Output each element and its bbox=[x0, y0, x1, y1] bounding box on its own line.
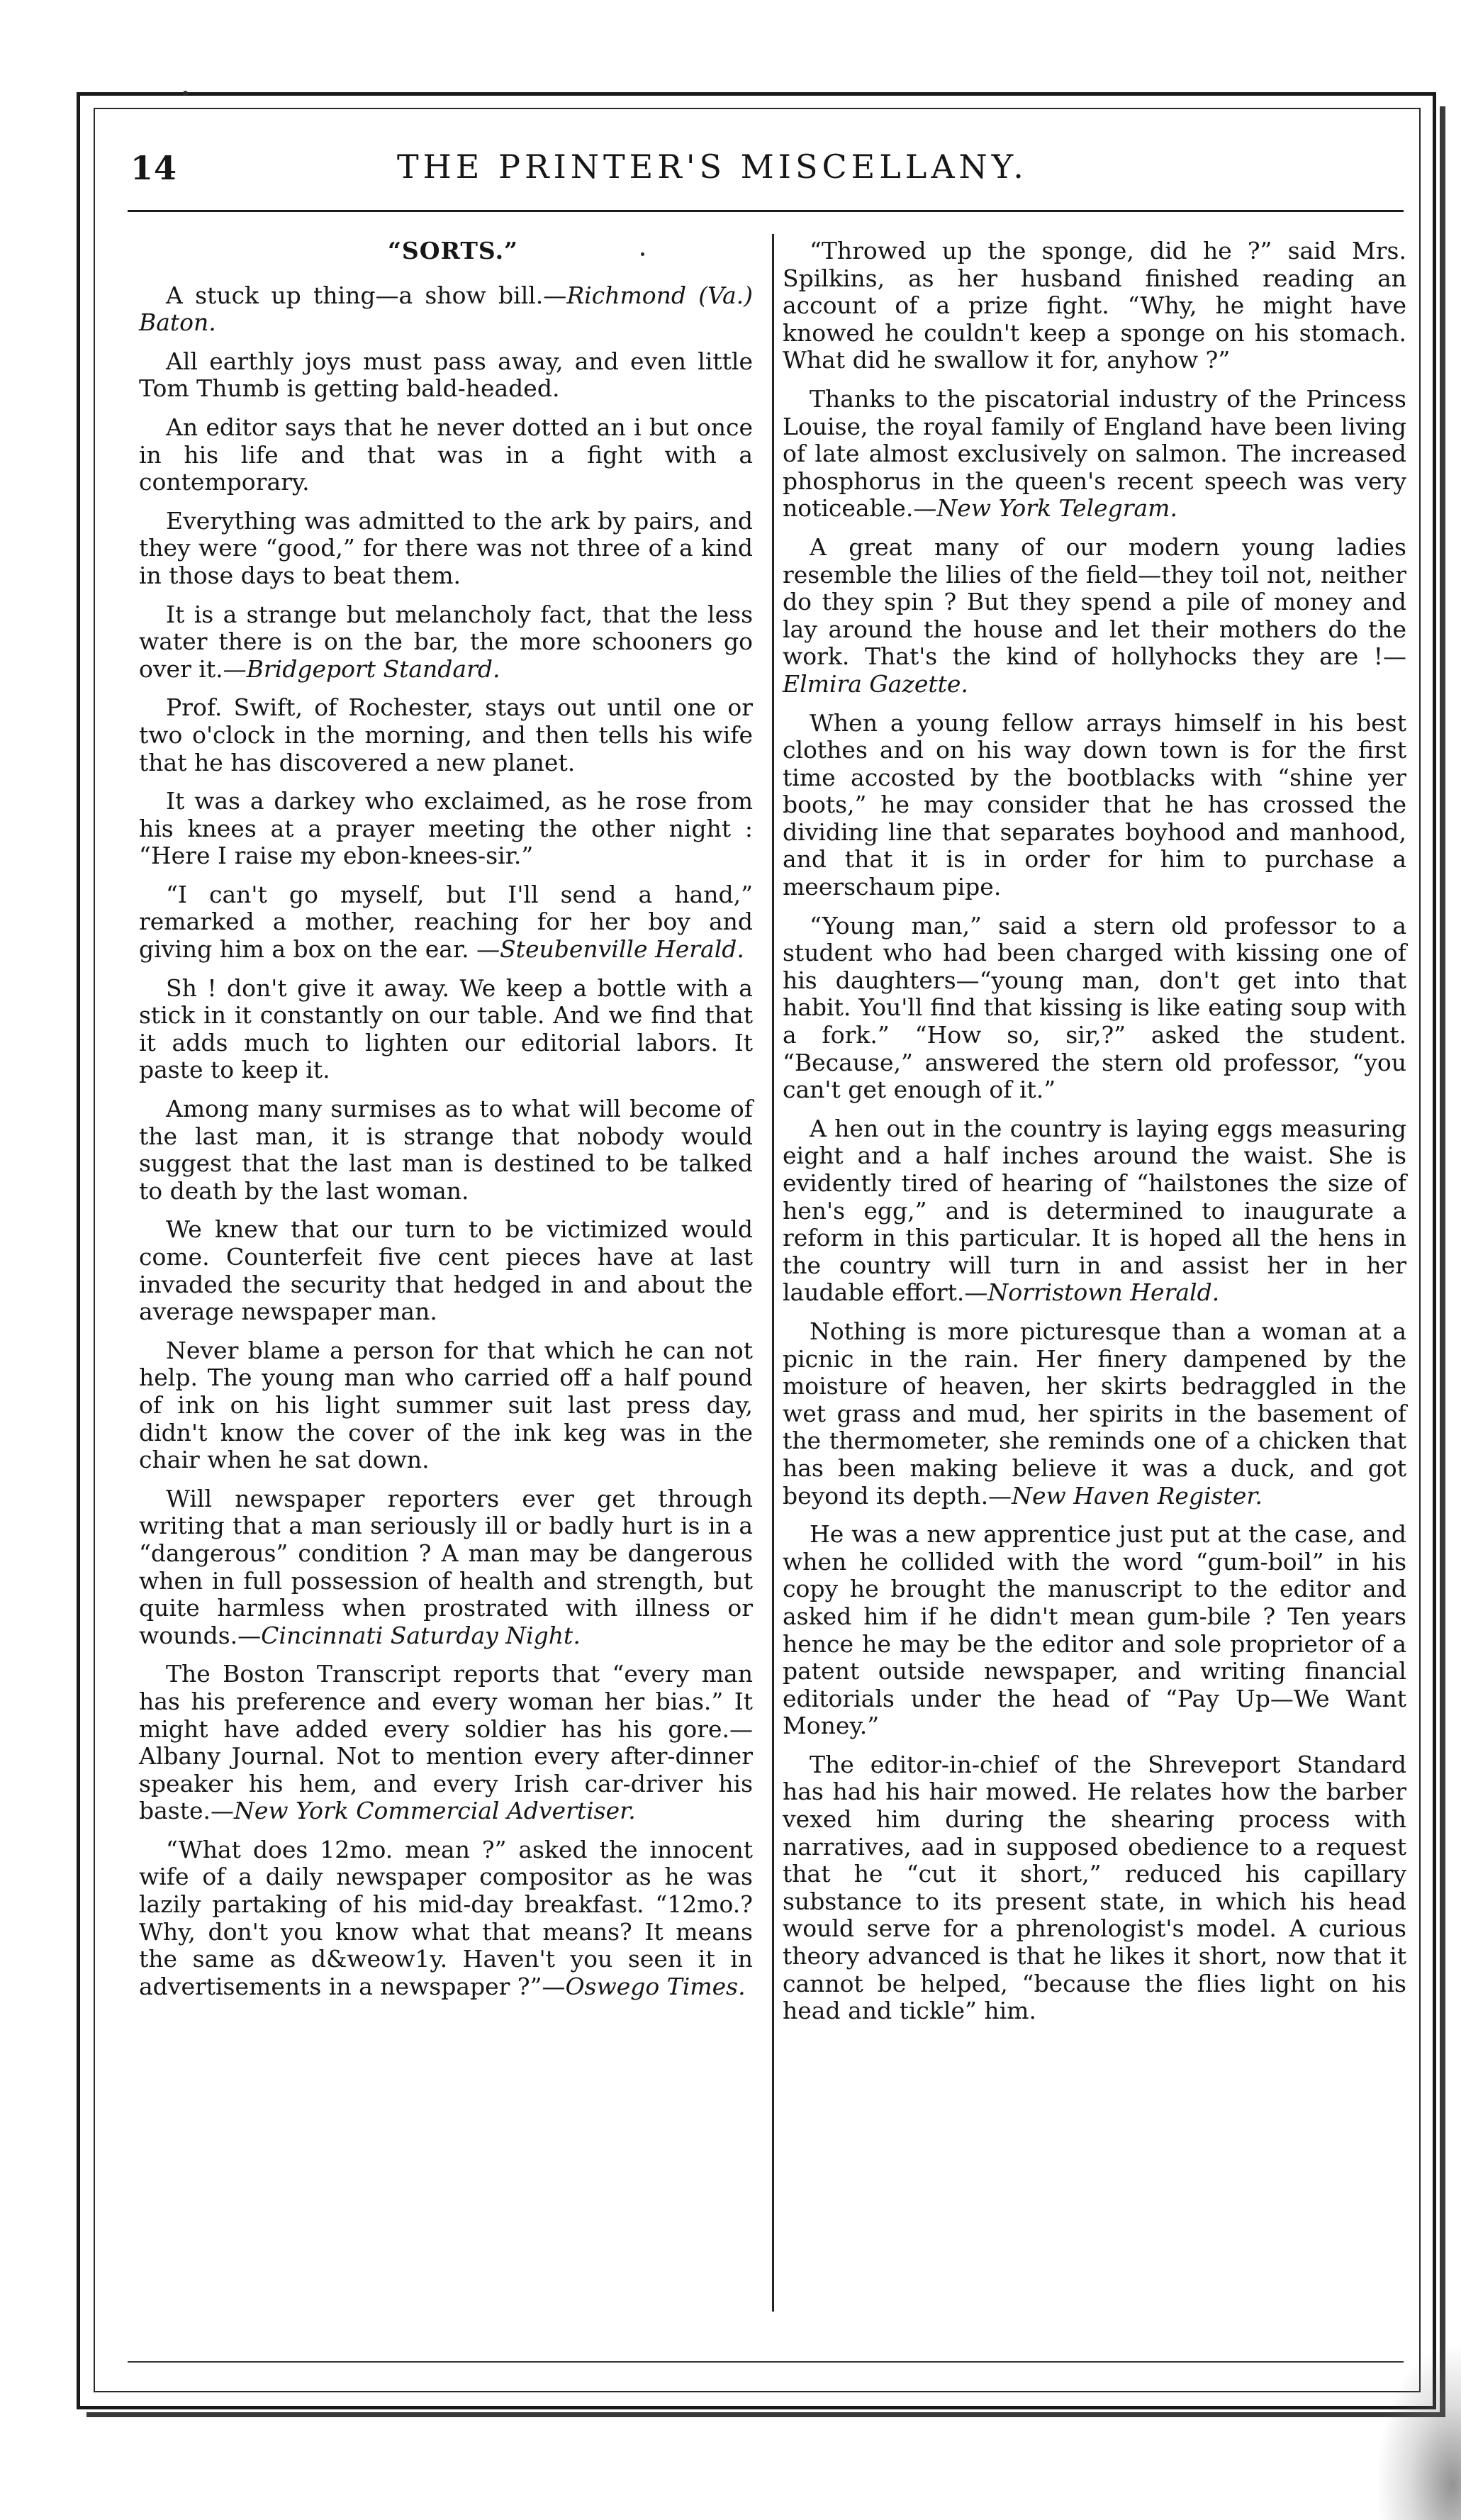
article-paragraph bbox=[139, 788, 753, 870]
article-paragraph bbox=[139, 601, 753, 684]
paragraph-text: Will newspaper reporters ever get through writing that a man seriously ill or badly hurt is in a “dangerous” condition ? A man may be dangerous when in full possession of health and strength, but quite harmless when prostrated with illness or wounds.— bbox=[139, 1484, 753, 1649]
article-paragraph bbox=[783, 1115, 1406, 1307]
paragraph-text: “I can't go myself, but I'll send a hand,” remarked a mother, reaching for her boy and giving him a box on the ear. — bbox=[139, 880, 753, 964]
paragraph-text: “Young man,” said a stern old professor to a student who had been charged with kissing one of his daughters—“young man, don't get into that habit. You'll find that kissing is like eating soup with a fork.” “How so, sir,?” asked the student. “Because,” answered the stern old professor, “you can't get enough of it.” bbox=[783, 911, 1406, 1104]
footer-rule bbox=[128, 2361, 1404, 2363]
paragraph-text: It is a strange but melancholy fact, that the less water there is on the bar, the more schooners go over it.— bbox=[139, 600, 753, 683]
article-paragraph bbox=[139, 1661, 753, 1825]
page-number: 14 bbox=[130, 149, 178, 187]
article-paragraph bbox=[139, 1095, 753, 1205]
paragraph-text: The editor-in-chief of the Shreveport Standard has had his hair mowed. He relates how the barber vexed him during the shearing process with narratives, aad in supposed obedience to a request that he “cut it short,” reduced his capillary substance to its present state, in which his head would serve for a phrenologist's model. A curious theory advanced is that he likes it short, now that it cannot be helped, “because the flies light on his head and tickle” him. bbox=[783, 1750, 1406, 2025]
article-paragraph bbox=[139, 1836, 753, 2001]
article-paragraph bbox=[783, 913, 1406, 1104]
paragraph-text: All earthly joys must pass away, and even little Tom Thumb is getting bald-headed. bbox=[139, 347, 753, 403]
paragraph-text: Among many surmises as to what will become of the last man, it is strange that nobody would suggest that the last man is destined to be talked to death by the last woman. bbox=[139, 1095, 753, 1205]
article-paragraph bbox=[783, 710, 1406, 901]
running-title: THE PRINTER'S MISCELLANY. bbox=[397, 147, 1028, 186]
ink-speck bbox=[183, 91, 188, 96]
article-paragraph bbox=[783, 534, 1406, 698]
article-paragraph bbox=[139, 414, 753, 496]
source-attribution: New Haven Register. bbox=[1012, 1481, 1263, 1510]
source-attribution: New York Telegram. bbox=[936, 494, 1177, 523]
paragraph-text: A stuck up thing—a show bill.— bbox=[166, 281, 567, 309]
article-paragraph bbox=[783, 1751, 1406, 2025]
paragraph-text: “What does 12mo. mean ?” asked the innocent wife of a daily newspaper compositor as he was lazily partaking of his mid-day breakfast. “12mo.? Why, don't you know what that means? It means the same as d&weow1y. Haven't you seen it in advertisements in a newspaper ?”— bbox=[139, 1835, 753, 2000]
column-divider bbox=[772, 234, 774, 2312]
paragraph-text: The Boston Transcript reports that “every man has his preference and every woman her bias.” It might have added every soldier has his gore.—Albany Journal. Not to mention every after-dinner speaker his hem, and every Irish car-driver his baste.— bbox=[139, 1660, 753, 1825]
article-paragraph bbox=[783, 238, 1406, 374]
page-border-shadow-right bbox=[1440, 106, 1445, 2414]
article-paragraph bbox=[139, 1485, 753, 1650]
header-rule bbox=[128, 210, 1404, 212]
column-title: “SORTS.” bbox=[387, 237, 519, 264]
paragraph-text: Thanks to the piscatorial industry of the Princess Louise, the royal family of England have been living of late almost exclusively on salmon. The increased phosphorus in the queen's recent speech was very noticeable.— bbox=[783, 384, 1406, 523]
source-attribution: Richmond (Va.) Baton. bbox=[139, 281, 753, 337]
paragraph-text: A hen out in the country is laying eggs measuring eight and a half inches around the waist. She is evidently tired of hearing of “hailstones the size of hen's egg,” and is determined to inaugurate a reform in this particular. It is hoped all the hens in the country will turn in and assist her in her laudable effort.— bbox=[783, 1114, 1406, 1307]
source-attribution: Bridgeport Standard. bbox=[246, 654, 500, 683]
paragraph-text: We knew that our turn to be victimized would come. Counterfeit five cent pieces have at last invaded the security that hedged in and about the average newspaper man. bbox=[139, 1215, 753, 1326]
article-paragraph bbox=[139, 694, 753, 776]
article-paragraph bbox=[783, 1318, 1406, 1510]
article-paragraph bbox=[139, 1216, 753, 1325]
left-items bbox=[139, 282, 753, 2001]
right-column bbox=[783, 238, 1406, 2036]
paragraph-text: Never blame a person for that which he can not help. The young man who carried off a half pound of ink on his light summer suit last press day, didn't know the cover of the ink keg was in the chair when he sat down. bbox=[139, 1336, 753, 1474]
right-items bbox=[783, 238, 1406, 2025]
paragraph-text: “Throwed up the sponge, did he ?” said Mrs. Spilkins, as her husband finished reading an account of a prize fight. “Why, he might have knowed he couldn't keep a sponge on his stomach. What did he swallow it for, anyhow ?” bbox=[783, 237, 1406, 374]
source-attribution: Norristown Herald. bbox=[987, 1278, 1220, 1307]
article-paragraph bbox=[139, 282, 753, 337]
article-paragraph bbox=[139, 1337, 753, 1474]
source-attribution: Steubenville Herald. bbox=[500, 935, 744, 964]
left-column bbox=[139, 238, 753, 2012]
article-paragraph bbox=[139, 881, 753, 964]
article-paragraph bbox=[783, 1521, 1406, 1740]
paragraph-text: A great many of our modern young ladies resemble the lilies of the field—they toil not, neither do they spin ? But they spend a pile of money and lay around the house and let their mothers do the work. That's the kind of hollyhocks they are !— bbox=[783, 533, 1406, 671]
paragraph-text: When a young fellow arrays himself in his best clothes and on his way down town is for the first time accosted by the bootblacks with “shine yer boots,” he may consider that he has crossed the dividing line that separates boyhood and manhood, and that it is in order for him to purchase a meerschaum pipe. bbox=[783, 708, 1406, 901]
paragraph-text: Sh ! don't give it away. We keep a bottle with a stick in it constantly on our table. And we find that it adds much to lighten our editorial labors. It paste to keep it. bbox=[139, 974, 753, 1084]
article-paragraph bbox=[139, 975, 753, 1084]
article-paragraph bbox=[783, 386, 1406, 523]
source-attribution: Oswego Times. bbox=[565, 1972, 746, 2000]
ink-speck bbox=[641, 252, 644, 256]
paragraph-text: He was a new apprentice just put at the case, and when he collided with the word “gum-boil” in his copy he brought the manuscript to the editor and asked him if he didn't mean gum-bile ? Ten years hence he may be the editor and sole proprietor of a patent outside newspaper, and writing financial editorials under the head of “Pay Up—We Want Money.” bbox=[783, 1520, 1406, 1740]
paragraph-text: It was a darkey who exclaimed, as he rose from his knees at a prayer meeting the other night : “Here I raise my ebon-knees-sir.” bbox=[139, 787, 753, 870]
source-attribution: New York Commercial Advertiser. bbox=[234, 1797, 636, 1825]
article-paragraph bbox=[139, 508, 753, 590]
paragraph-text: Prof. Swift, of Rochester, stays out until one or two o'clock in the morning, and then tells his wife that he has discovered a new planet. bbox=[139, 693, 753, 776]
corner-smudge bbox=[1376, 2343, 1461, 2520]
source-attribution: Cincinnati Saturday Night. bbox=[261, 1621, 581, 1649]
paragraph-text: Everything was admitted to the ark by pairs, and they were “good,” for there was not three of a kind in those days to beat them. bbox=[139, 506, 753, 589]
paragraph-text: An editor says that he never dotted an i but once in his life and that was in a fight with a contemporary. bbox=[139, 413, 753, 496]
page-border-shadow-bottom bbox=[86, 2412, 1445, 2417]
source-attribution: Elmira Gazette. bbox=[783, 669, 968, 698]
paragraph-text: Nothing is more picturesque than a woman at a picnic in the rain. Her finery dampened by the moisture of heaven, her skirts bedraggled in the wet grass and mud, her spirits in the basement of the thermometer, she reminds one of a chicken that has been making believe it was a duck, and got beyond its depth.— bbox=[783, 1317, 1406, 1510]
article-paragraph bbox=[139, 348, 753, 403]
